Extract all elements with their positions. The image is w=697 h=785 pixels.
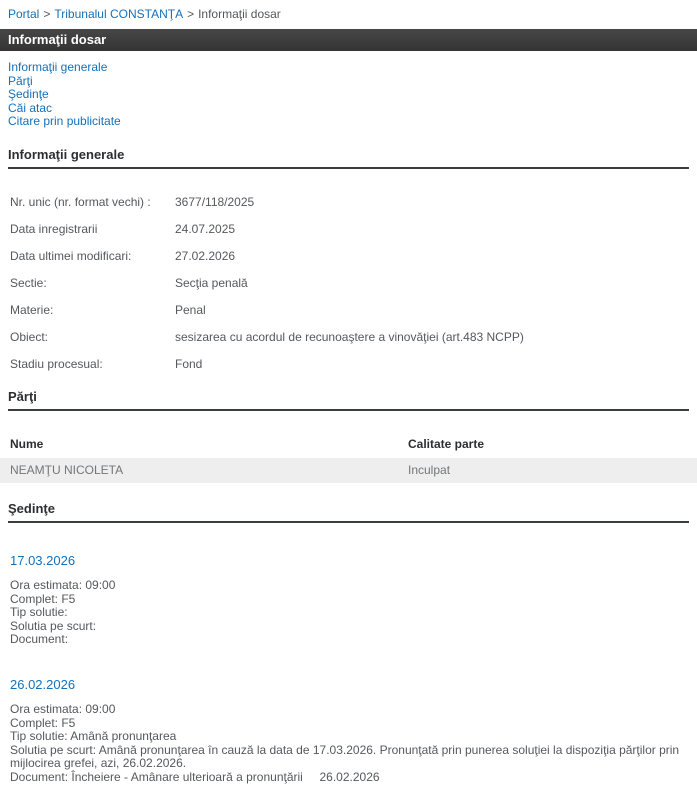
party-role: Inculpat: [408, 462, 451, 477]
info-row-materie: [10, 304, 689, 317]
table-row: [0, 458, 697, 483]
info-value: Secţia penală: [175, 275, 248, 290]
parties-table: [0, 431, 697, 483]
info-value: 27.02.2026: [175, 248, 236, 263]
session-details: [10, 703, 689, 785]
info-value: 24.07.2025: [175, 221, 236, 236]
section-nav: [8, 61, 689, 129]
breadcrumb-link-portal[interactable]: Portal: [8, 7, 40, 21]
info-label: Sectie:: [10, 275, 47, 290]
breadcrumb: [0, 0, 697, 29]
session-ora-estimata: Ora estimata: 09:00: [10, 701, 116, 716]
info-label: Obiect:: [10, 329, 49, 344]
info-label: Data ultimei modificari:: [10, 248, 132, 263]
session-ora-estimata: Ora estimata: 09:00: [10, 577, 116, 592]
breadcrumb-separator: >: [43, 7, 51, 21]
session-block: [10, 647, 689, 785]
session-document: Document:: [10, 632, 69, 647]
info-row-stadiu-procesual: [10, 358, 689, 371]
session-document: Document: Încheiere - Amânare ulterioară a pronunţării 26.02.2026: [10, 769, 380, 784]
nav-link-citare-prin-publicitate[interactable]: Citare prin publicitate: [8, 114, 121, 129]
session-date-link[interactable]: 26.02.2026: [10, 676, 76, 692]
nav-link-cai-atac[interactable]: Căi atac: [8, 100, 53, 115]
session-tip-solutie: Tip solutie: Amână pronunţarea: [10, 729, 177, 744]
parties-header-row: [0, 431, 697, 458]
info-label: Stadiu procesual:: [10, 356, 103, 371]
session-solutia-pe-scurt: Solutia pe scurt: Amână pronunţarea în cauză la data de 17.03.2026. Pronunţată prin punerea soluţiei la dispoziţia părţilor prin mijlocirea grefei, azi, 26.02.2026.: [10, 742, 683, 771]
info-value: sesizarea cu acordul de recunoaştere a vinovăţiei (art.483 NCPP): [175, 329, 524, 344]
info-value: Fond: [175, 356, 203, 371]
nav-link-informatii-generale[interactable]: Informaţii generale: [8, 60, 108, 74]
info-value: Penal: [175, 302, 206, 317]
column-header-nume: Nume: [10, 436, 44, 451]
info-value: 3677/118/2025: [175, 194, 255, 209]
session-solutia-pe-scurt: Solutia pe scurt:: [10, 618, 97, 633]
info-row-data-modificarii: [10, 250, 689, 263]
section-parties: [0, 390, 697, 483]
breadcrumb-separator: >: [187, 7, 195, 21]
session-tip-solutie: Tip solutie:: [10, 605, 68, 620]
section-sessions: [0, 502, 697, 785]
column-header-calitate-parte: Calitate parte: [408, 436, 485, 451]
breadcrumb-current: Informaţii dosar: [198, 7, 281, 21]
session-date-link[interactable]: 17.03.2026: [10, 552, 76, 568]
section-heading-general: Informaţii generale: [8, 148, 689, 169]
section-heading-sessions: Şedinţe: [8, 502, 689, 523]
page-title: Informaţii dosar: [8, 32, 107, 47]
info-row-obiect: [10, 331, 689, 344]
session-block: [10, 523, 689, 647]
section-general: [0, 148, 697, 371]
info-label: Nr. unic (nr. format vechi) :: [10, 194, 151, 209]
nav-link-sedinte[interactable]: Şedinţe: [8, 87, 49, 102]
nav-link-parti[interactable]: Părţi: [8, 73, 33, 88]
session-details: [10, 579, 689, 647]
section-heading-parties: Părţi: [8, 390, 689, 411]
info-label: Data inregistrarii: [10, 221, 98, 236]
info-row-sectie: [10, 277, 689, 290]
session-complet: Complet: F5: [10, 591, 76, 606]
page-title-bar: [0, 29, 697, 51]
session-complet: Complet: F5: [10, 715, 76, 730]
party-name: NEAMŢU NICOLETA: [10, 462, 124, 477]
breadcrumb-link-court[interactable]: Tribunalul CONSTANŢA: [54, 7, 184, 21]
info-row-data-inregistrarii: [10, 223, 689, 236]
info-label: Materie:: [10, 302, 54, 317]
info-row-nr-unic: [10, 196, 689, 209]
general-info-list: [10, 196, 689, 371]
